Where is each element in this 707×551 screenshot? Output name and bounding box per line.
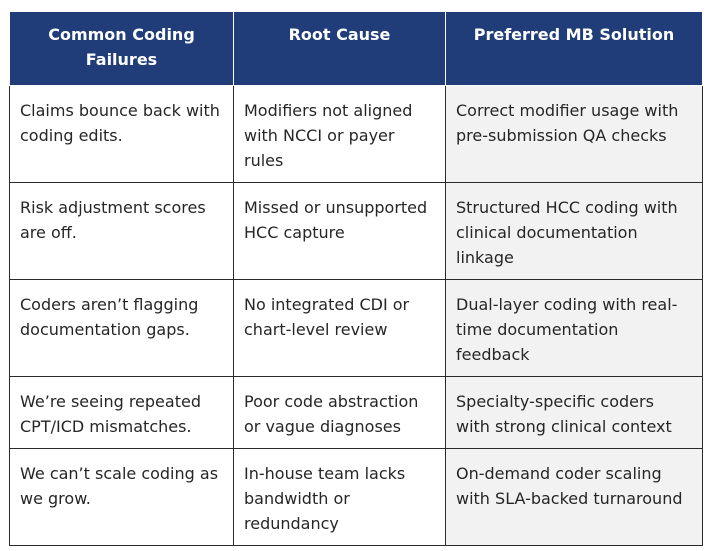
header-preferred-mb-solution: Preferred MB Solution xyxy=(446,12,703,86)
solution-cell: Correct modifier usage with pre-submission QA checks xyxy=(446,86,703,183)
failure-cell: Risk adjustment scores are off. xyxy=(10,183,234,280)
root-cause-cell: In-house team lacks bandwidth or redundancy xyxy=(234,449,446,546)
solution-cell: Dual-layer coding with real-time documentation feedback xyxy=(446,280,703,377)
coding-failures-table xyxy=(9,11,703,546)
header-root-cause: Root Cause xyxy=(234,12,446,86)
root-cause-cell: Modifiers not aligned with NCCI or payer rules xyxy=(234,86,446,183)
root-cause-cell: No integrated CDI or chart-level review xyxy=(234,280,446,377)
table-row xyxy=(10,86,703,183)
solution-cell: On-demand coder scaling with SLA-backed turnaround xyxy=(446,449,703,546)
solution-cell: Specialty-specific coders with strong clinical context xyxy=(446,377,703,449)
header-common-coding-failures: Common Coding Failures xyxy=(10,12,234,86)
failure-cell: Claims bounce back with coding edits. xyxy=(10,86,234,183)
table-header xyxy=(10,12,703,86)
header-row xyxy=(10,12,703,86)
table-row xyxy=(10,377,703,449)
failure-cell: We’re seeing repeated CPT/ICD mismatches. xyxy=(10,377,234,449)
table-row xyxy=(10,449,703,546)
root-cause-cell: Missed or unsupported HCC capture xyxy=(234,183,446,280)
failure-cell: Coders aren’t flagging documentation gaps. xyxy=(10,280,234,377)
root-cause-cell: Poor code abstraction or vague diagnoses xyxy=(234,377,446,449)
solution-cell: Structured HCC coding with clinical documentation linkage xyxy=(446,183,703,280)
table-row xyxy=(10,183,703,280)
failure-cell: We can’t scale coding as we grow. xyxy=(10,449,234,546)
table-body xyxy=(10,86,703,546)
table-row xyxy=(10,280,703,377)
